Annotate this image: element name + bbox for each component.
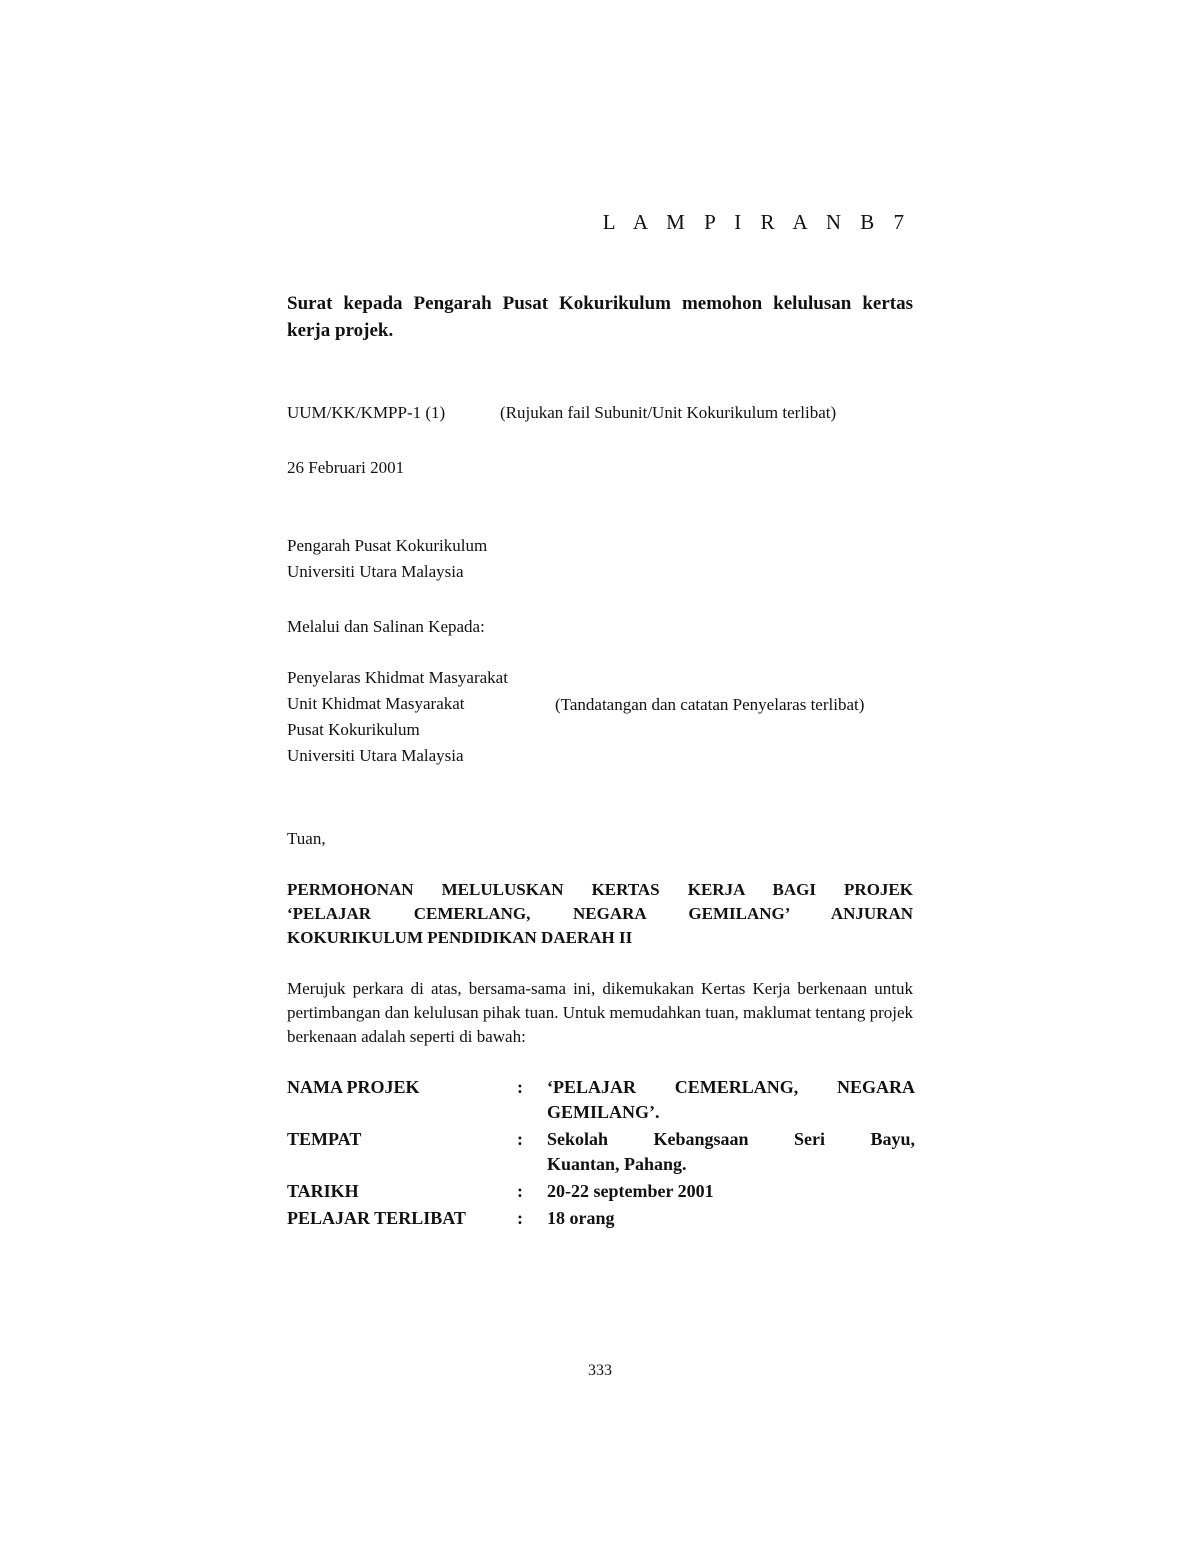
detail-label: TEMPAT [287,1129,362,1149]
copy-to-line-4: Universiti Utara Malaysia [287,746,464,765]
recipient-line-2: Universiti Utara Malaysia [287,562,464,581]
copy-to-line-3: Pusat Kokurikulum [287,720,420,739]
subject-line-1: PERMOHONAN MELULUSKAN KERTAS KERJA BAGI PROJEK [287,880,913,899]
copy-to-line-1: Penyelaras Khidmat Masyarakat [287,668,508,687]
detail-value [547,1075,915,1125]
detail-colon: : [517,1129,523,1149]
reference-code: UUM/KK/KMPP-1 (1) [287,403,446,422]
detail-row-tarikh [287,1179,915,1204]
detail-label: PELAJAR TERLIBAT [287,1208,466,1228]
recipient-address [287,533,487,585]
detail-label: TARIKH [287,1181,359,1201]
detail-row-tempat [287,1127,915,1177]
reference-note: (Rujukan fail Subunit/Unit Kokurikulum terlibat) [500,403,837,422]
detail-row-pelajar-terlibat [287,1206,915,1231]
detail-label: NAMA PROJEK [287,1077,420,1097]
subject-line-3: KOKURIKULUM PENDIDIKAN DAERAH II [287,928,633,947]
detail-value-line: GEMILANG’. [547,1102,660,1122]
detail-value-line: Kuantan, Pahang. [547,1154,687,1174]
detail-value: 18 orang [547,1208,615,1228]
detail-value-line: ‘PELAJAR CEMERLANG, NEGARA [547,1077,915,1097]
letter-date: 26 Februari 2001 [287,458,405,477]
body-paragraph: Merujuk perkara di atas, bersama-sama ini, dikemukakan Kertas Kerja berkenaan untuk pertimbangan dan kelulusan pihak tuan. Untuk memudahkan tuan, maklumat tentang projek berkenaan adalah seperti di bawah: [287,979,914,1046]
project-details [287,1075,915,1233]
subject-line-2: ‘PELAJAR CEMERLANG, NEGARA GEMILANG’ ANJURAN [287,904,913,923]
page-number: 333 [588,1362,612,1379]
detail-colon: : [517,1181,523,1201]
salutation: Tuan, [287,829,326,848]
detail-value [547,1127,915,1177]
detail-colon: : [517,1208,523,1228]
copy-to-address [287,665,508,769]
letter-title: Surat kepada Pengarah Pusat Kokurikulum memohon kelulusan kertas kerja projek. [287,293,913,341]
signature-note: (Tandatangan dan catatan Penyelaras terlibat) [555,695,865,714]
recipient-line-1: Pengarah Pusat Kokurikulum [287,536,488,555]
detail-value: 20-22 september 2001 [547,1181,714,1201]
detail-value-line: Sekolah Kebangsaan Seri Bayu, [547,1129,915,1149]
via-copy-heading: Melalui dan Salinan Kepada: [287,617,485,636]
detail-row-nama-projek [287,1075,915,1125]
reference-line [287,400,927,426]
letter-subject [287,878,913,950]
detail-colon: : [517,1077,523,1097]
appendix-heading: L A M P I R A N B 7 [602,210,911,234]
copy-to-line-2: Unit Khidmat Masyarakat [287,694,465,713]
